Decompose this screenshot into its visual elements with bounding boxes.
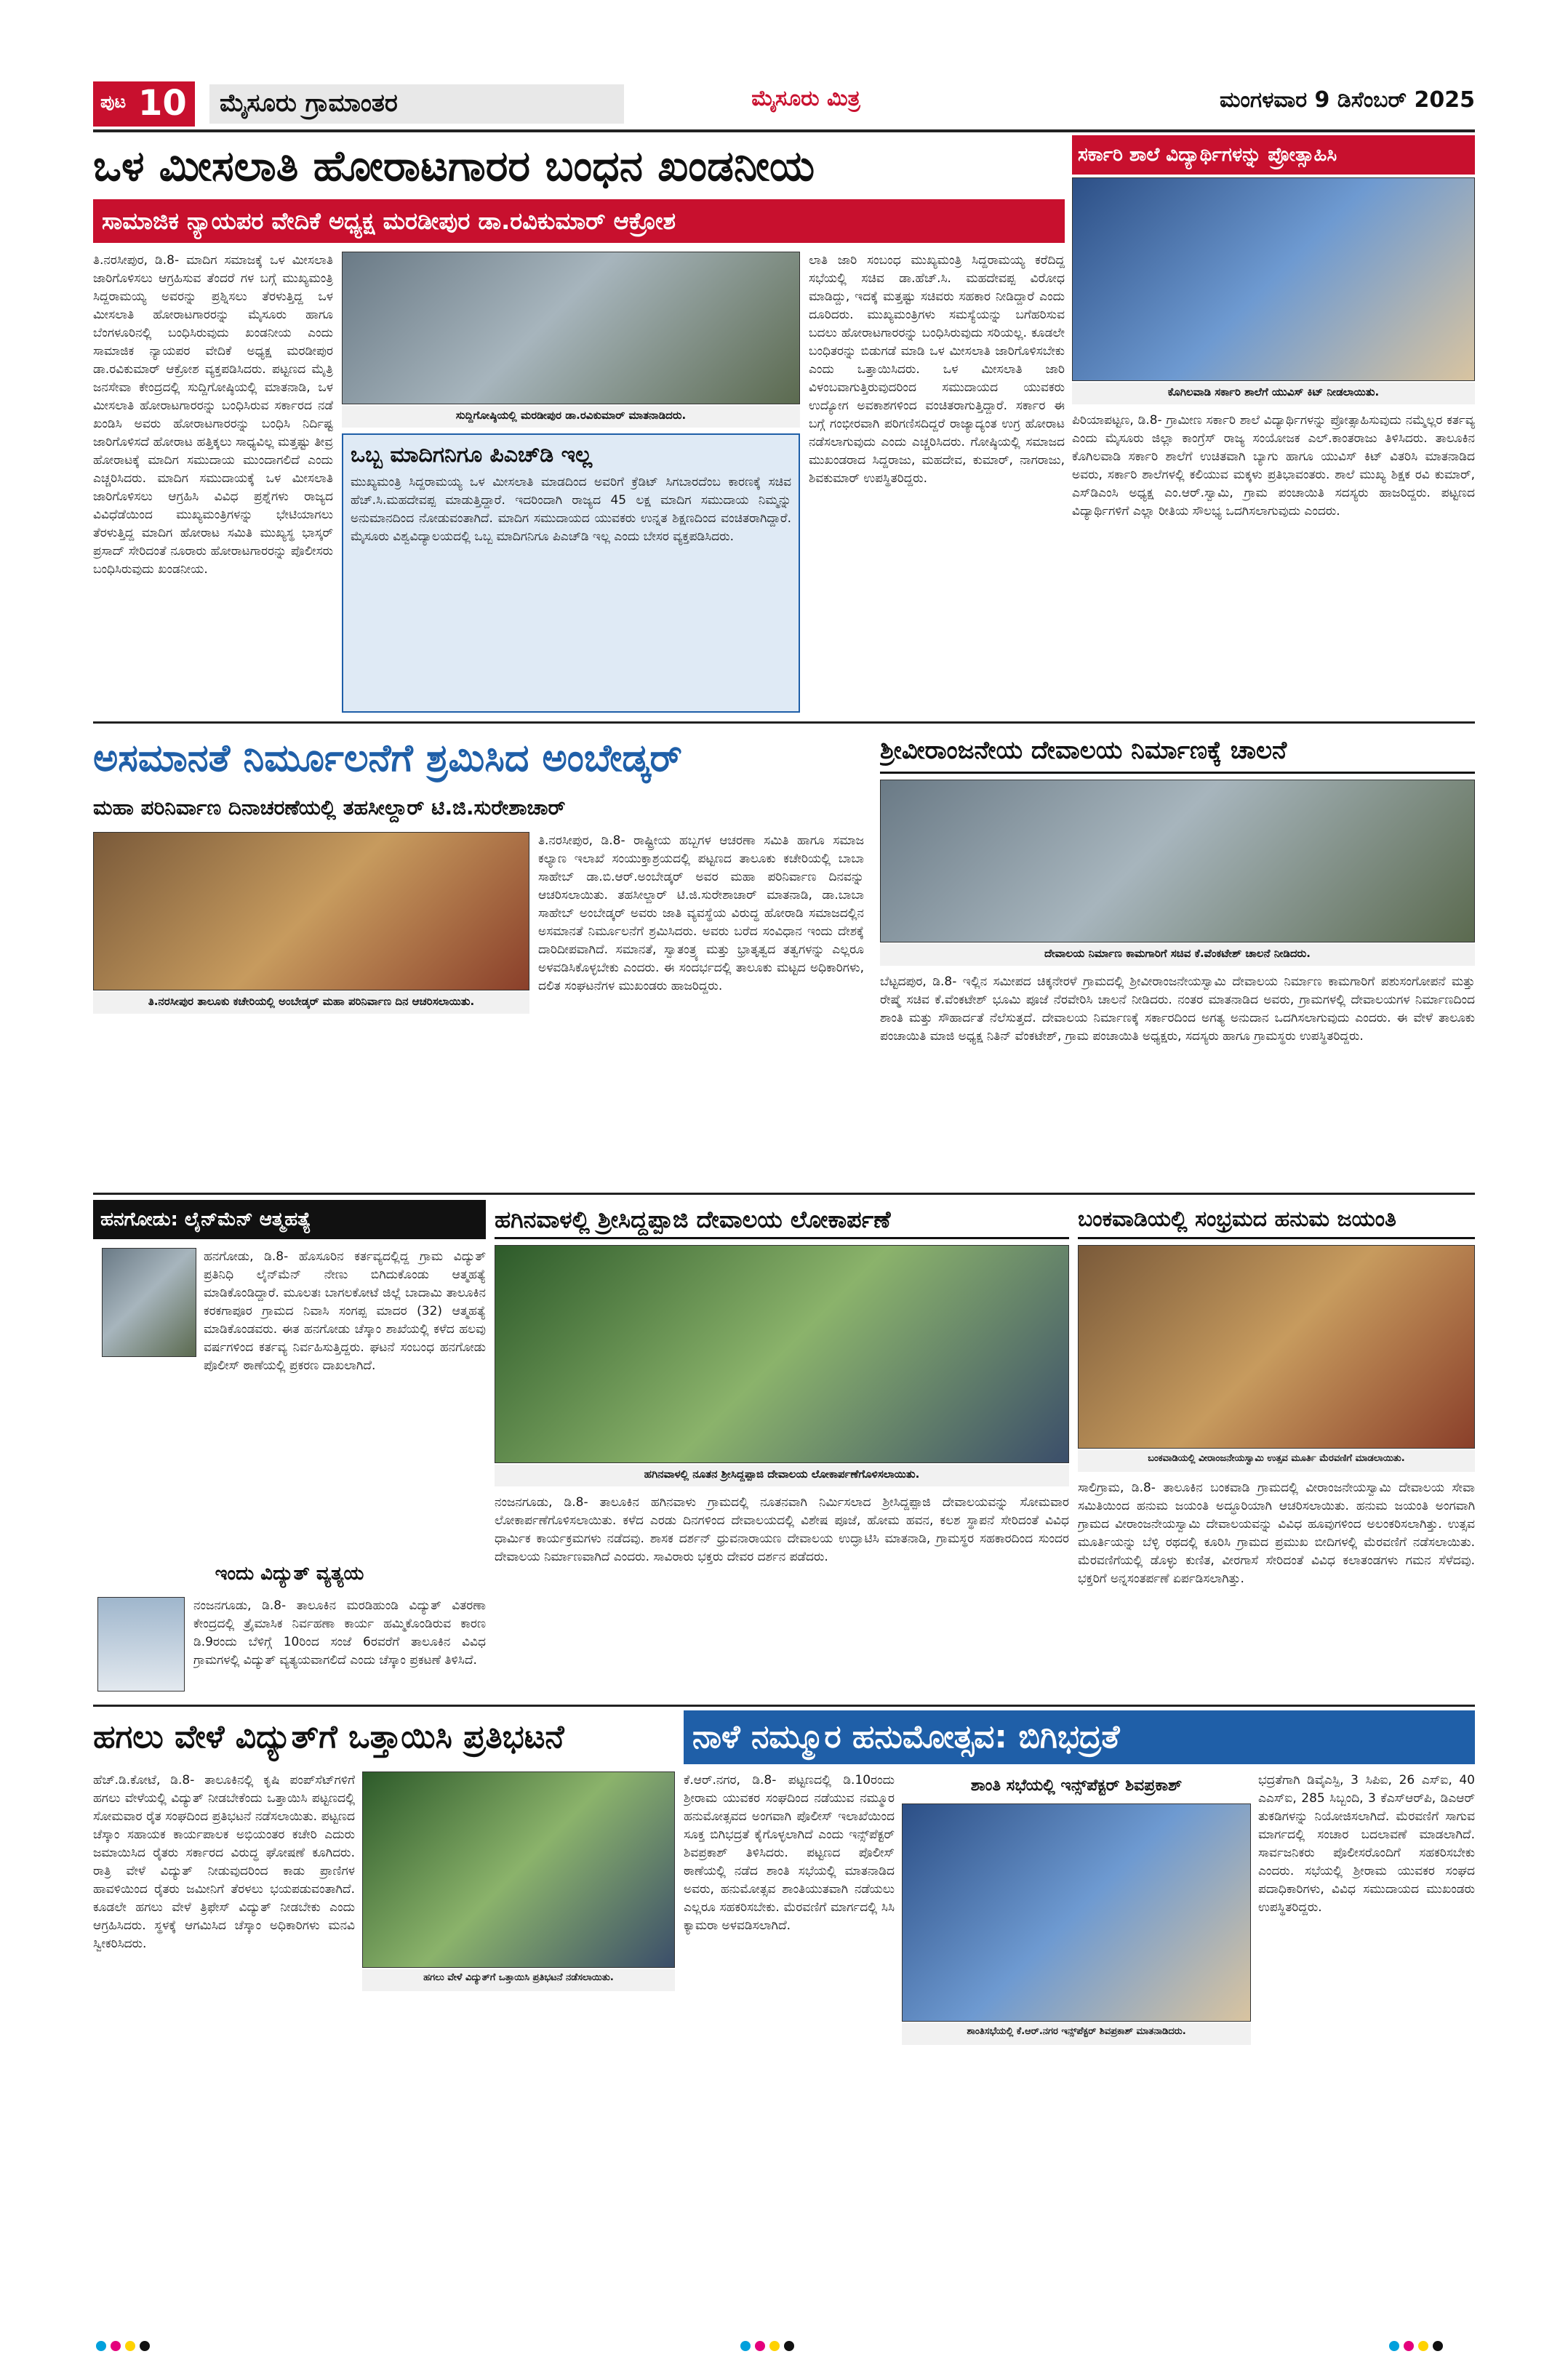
hanumotsava-headline: ನಾಳೆ ನಮ್ಮೂರ ಹನುಮೋತ್ಸವ: ಬಿಗಿಭದ್ರತೆ xyxy=(684,1710,1475,1764)
paper-logo: ಮೈಸೂರು ಮಿತ್ರ xyxy=(751,86,860,111)
farmers-headline: ಹಗಲು ವೇಳೆ ವಿದ್ಯುತ್‌ಗೆ ಒತ್ತಾಯಿಸಿ ಪ್ರತಿಭಟನೆ xyxy=(93,1718,564,1756)
page-number: 10 xyxy=(138,83,187,124)
temple-photo xyxy=(880,780,1475,942)
divider-2 xyxy=(93,1193,1475,1195)
masthead xyxy=(93,81,1475,127)
bankavadi-photo xyxy=(1078,1245,1475,1449)
temple-photo-caption: ದೇವಾಲಯ ನಿರ್ಮಾಣ ಕಾಮಗಾರಿಗೆ ಸಚಿವ ಕೆ.ವೆಂಕಟೇಶ್ ಚಾಲನೆ ನೀಡಿದರು. xyxy=(880,944,1475,966)
masthead-rule xyxy=(93,129,1475,132)
farmers-photo xyxy=(362,1772,675,1968)
siddappaji-photo-caption: ಹಗಿನವಾಳಲ್ಲಿ ನೂತನ ಶ್ರೀಸಿದ್ದಪ್ಪಾಜಿ ದೇವಾಲಯ ಲೋಕಾರ್ಪಣೆಗೊಳಿಸಲಾಯಿತು. xyxy=(495,1465,1069,1486)
lead-photo xyxy=(342,252,800,404)
farmers-photo-caption: ಹಗಲು ವೇಳೆ ವಿದ್ಯುತ್‌ಗೆ ಒತ್ತಾಯಿಸಿ ಪ್ರತಿಭಟನೆ ನಡೆಸಲಾಯಿತು. xyxy=(362,1969,675,1991)
hanumotsava-photo-caption: ಶಾಂತಿಸಭೆಯಲ್ಲಿ ಕೆ.ಆರ್.ನಗರ ಇನ್ಸ್‌ಪೆಕ್ಟರ್ ಶಿವಪ್ರಕಾಶ್ ಮಾತನಾಡಿದರು. xyxy=(902,2023,1251,2045)
school-photo xyxy=(1072,177,1475,381)
lead-box-heading: ಒಬ್ಬ ಮಾದಿಗನಿಗೂ ಪಿಎಚ್‌ಡಿ ಇಲ್ಲ xyxy=(351,442,593,468)
hanumotsava-body-right: ಭದ್ರತೆಗಾಗಿ ಡಿವೈಎಸ್ಪಿ, 3 ಸಿಪಿಐ, 26 ಎಸ್‌ಐ, 40 ಎಎಸ್‌ಐ, 285 ಸಿಬ್ಬಂದಿ, 3 ಕೆಎಸ್‌ಆರ್‌ಪಿ, ಡಿಎಆರ್ ತುಕಡಿಗಳನ್ನು ನಿಯೋಜಿಸಲಾಗಿದೆ. ಮೆರವಣಿಗೆ ಸಾಗುವ ಮಾರ್ಗದಲ್ಲಿ ಸಂಚಾರ ಬದಲಾವಣೆ ಮಾಡಲಾಗಿದೆ. ಸಾರ್ವಜನಿಕರು ಪೊಲೀಸರೊಂದಿಗೆ ಸಹಕರಿಸಬೇಕು ಎಂದರು. ಸಭೆಯಲ್ಲಿ ಶ್ರೀರಾಮ ಯುವಕರ ಸಂಘದ ಪದಾಧಿಕಾರಿಗಳು, ವಿವಿಧ ಸಮುದಾಯದ ಮುಖಂಡರು ಉಪಸ್ಥಿತರಿದ್ದರು. xyxy=(1258,1773,1475,1915)
lead-box-body: ಮುಖ್ಯಮಂತ್ರಿ ಸಿದ್ದರಾಮಯ್ಯ ಒಳ ಮೀಸಲಾತಿ ಮಾಡದಿಂದ ಅವರಿಗೆ ಕ್ರೆಡಿಟ್ ಸಿಗಬಾರದೆಂಬ ಕಾರಣಕ್ಕೆ ಸಚಿವ ಹೆಚ್.ಸಿ.ಮಹದೇವಪ್ಪ ಮಾಡುತ್ತಿದ್ದಾರೆ. ಇದರಿಂದಾಗಿ ರಾಜ್ಯದ 45 ಲಕ್ಷ ಮಾದಿಗ ಸಮುದಾಯ ನಿಮ್ಮನ್ನು ಅನುಮಾನದಿಂದ ನೋಡುವಂತಾಗಿದೆ. ಮಾದಿಗ ಸಮುದಾಯದ ಯುವಕರು ಉನ್ನತ ಶಿಕ್ಷಣದಿಂದ ವಂಚಿತರಾಗಿದ್ದಾರೆ. ಮೈಸೂರು ವಿಶ್ವವಿದ್ಯಾಲಯದಲ್ಲಿ ಒಬ್ಬ ಮಾದಿಗನಿಗೂ ಪಿಎಚ್‌ಡಿ ಇಲ್ಲ ಎಂದು ಬೇಸರ ವ್ಯಕ್ತಪಡಿಸಿದರು. xyxy=(351,475,791,544)
power-cut-photo xyxy=(97,1597,185,1692)
divider-3 xyxy=(93,1705,1475,1707)
lead-photo-caption: ಸುದ್ದಿಗೋಷ್ಠಿಯಲ್ಲಿ ಮರಡೀಪುರ ಡಾ.ರವಿಕುಮಾರ್ ಮಾತನಾಡಿದರು. xyxy=(342,406,800,428)
siddappaji-body: ನಂಜನಗೂಡು, ಡಿ.8- ತಾಲೂಕಿನ ಹಗಿನವಾಳು ಗ್ರಾಮದಲ್ಲಿ ನೂತನವಾಗಿ ನಿರ್ಮಿಸಲಾದ ಶ್ರೀಸಿದ್ದಪ್ಪಾಜಿ ದೇವಾಲಯವನ್ನು ಸೋಮವಾರ ಲೋಕಾರ್ಪಣೆಗೊಳಿಸಲಾಯಿತು. ಕಳೆದ ಎರಡು ದಿನಗಳಿಂದ ದೇವಾಲಯದಲ್ಲಿ ವಿಶೇಷ ಪೂಜೆ, ಹೋಮ ಹವನ, ಕಲಶ ಸ್ಥಾಪನೆ ಸೇರಿದಂತೆ ವಿವಿಧ ಧಾರ್ಮಿಕ ಕಾರ್ಯಕ್ರಮಗಳು ನಡೆದವು. ಶಾಸಕ ದರ್ಶನ್ ಧ್ರುವನಾರಾಯಣ ದೇವಾಲಯ ಉದ್ಘಾಟಿಸಿ ಮಾತನಾಡಿ, ಗ್ರಾಮಸ್ಥರ ಸಹಕಾರದಿಂದ ಸುಂದರ ದೇವಾಲಯ ನಿರ್ಮಾಣವಾಗಿದೆ ಎಂದರು. ಸಾವಿರಾರು ಭಕ್ತರು ದೇವರ ದರ್ಶನ ಪಡೆದರು. xyxy=(495,1495,1069,1564)
hanagodu-headline: ಹನಗೋಡು: ಲೈನ್‌ಮೆನ್ ಆತ್ಮಹತ್ಯೆ xyxy=(93,1200,486,1239)
page-label: ಪುಟ xyxy=(100,92,127,112)
school-body: ಪಿರಿಯಾಪಟ್ಟಣ, ಡಿ.8- ಗ್ರಾಮೀಣ ಸರ್ಕಾರಿ ಶಾಲೆ ವಿದ್ಯಾರ್ಥಿಗಳನ್ನು ಪ್ರೋತ್ಸಾಹಿಸುವುದು ನಮ್ಮೆಲ್ಲರ ಕರ್ತವ್ಯ ಎಂದು ಮೈಸೂರು ಜಿಲ್ಲಾ ಕಾಂಗ್ರೆಸ್ ರಾಜ್ಯ ಸಂಯೋಜಕ ಎಲ್.ಕಾಂತರಾಜು ತಿಳಿಸಿದರು. ತಾಲೂಕಿನ ಕೊಗಿಲವಾಡಿ ಸರ್ಕಾರಿ ಶಾಲೆಗೆ ಉಚಿತವಾಗಿ ಬ್ಯಾಗು ಹಾಗೂ ಯುವಿಸ್ ಕಿಟ್ ವಿತರಿಸಿ ಮಾತನಾಡಿದ ಅವರು, ಸರ್ಕಾರಿ ಶಾಲೆಗಳಲ್ಲಿ ಕಲಿಯುವ ಮಕ್ಕಳು ಪ್ರತಿಭಾವಂತರು. ಶಾಲೆ ಮುಖ್ಯ ಶಿಕ್ಷಕ ರವಿ ಕುಮಾರ್, ಎಸ್‌ಡಿಎಂಸಿ ಅಧ್ಯಕ್ಷ ಎಂ.ಆರ್.ಸ್ವಾಮಿ, ಗ್ರಾಮ ಪಂಚಾಯಿತಿ ಸದಸ್ಯರು ಹಾಜರಿದ್ದರು. ಪಟ್ಟಣದ ವಿದ್ಯಾರ್ಥಿಗಳಿಗೆ ಎಲ್ಲಾ ರೀತಿಯ ಸೌಲಭ್ಯ ಒದಗಿಸಲಾಗುವುದು ಎಂದರು. xyxy=(1072,413,1475,519)
temple-headline: ಶ್ರೀವೀರಾಂಜನೇಯ ದೇವಾಲಯ ನಿರ್ಮಾಣಕ್ಕೆ ಚಾಲನೆ xyxy=(880,727,1475,774)
divider-1 xyxy=(93,721,1475,724)
registration-marks-left xyxy=(96,2340,176,2355)
lead-body-right: ಲಾತಿ ಜಾರಿ ಸಂಬಂಧ ಮುಖ್ಯಮಂತ್ರಿ ಸಿದ್ದರಾಮಯ್ಯ ಕರೆದಿದ್ದ ಸಭೆಯಲ್ಲಿ ಸಚಿವ ಡಾ.ಹೆಚ್.ಸಿ. ಮಹದೇವಪ್ಪ ವಿರೋಧ ಮಾಡಿದ್ದು, ಇದಕ್ಕೆ ಮತ್ತಷ್ಟು ಸಚಿವರು ಸಹಕಾರ ನೀಡಿದ್ದಾರೆ ಎಂದು ದೂರಿದರು. ಮುಖ್ಯಮಂತ್ರಿಗಳು ಸಮಸ್ಯೆಯನ್ನು ಬಗೆಹರಿಸುವ ಬದಲು ಹೋರಾಟಗಾರರನ್ನು ಬಂಧಿಸಿರುವುದು ಸರಿಯಲ್ಲ. ಕೂಡಲೇ ಬಂಧಿತರನ್ನು ಬಿಡುಗಡೆ ಮಾಡಿ ಒಳ ಮೀಸಲಾತಿ ಜಾರಿಗೊಳಿಸಬೇಕು ಎಂದು ಒತ್ತಾಯಿಸಿದರು. ಒಳ ಮೀಸಲಾತಿ ಜಾರಿ ವಿಳಂಬವಾಗುತ್ತಿರುವುದರಿಂದ ಸಮುದಾಯದ ಯುವಕರು ಉದ್ಯೋಗ ಅವಕಾಶಗಳಿಂದ ವಂಚಿತರಾಗುತ್ತಿದ್ದಾರೆ. ಸರ್ಕಾರ ಈ ಬಗ್ಗೆ ಗಂಭೀರವಾಗಿ ಪರಿಗಣಿಸದಿದ್ದರೆ ರಾಜ್ಯಾದ್ಯಂತ ಉಗ್ರ ಹೋರಾಟ ನಡೆಸಲಾಗುವುದು ಎಂದು ಎಚ್ಚರಿಸಿದರು. ಗೋಷ್ಠಿಯಲ್ಲಿ ಸಮಾಜದ ಮುಖಂಡರಾದ ಸಿದ್ದರಾಜು, ಮಹದೇವ, ಕುಮಾರ್, ನಾಗರಾಜು, ಶಿವಕುಮಾರ್ ಉಪಸ್ಥಿತರಿದ್ದರು. xyxy=(809,253,1065,486)
bankavadi-photo-caption: ಬಂಕವಾಡಿಯಲ್ಲಿ ವೀರಾಂಜನೇಯಸ್ವಾಮಿ ಉತ್ಸವ ಮೂರ್ತಿ ಮೆರವಣಿಗೆ ಮಾಡಲಾಯಿತು. xyxy=(1078,1450,1475,1472)
issue-date: ಮಂಗಳವಾರ 9 ಡಿಸೆಂಬರ್ 2025 xyxy=(1220,87,1475,113)
lead-headline: ಒಳ ಮೀಸಲಾತಿ ಹೋರಾಟಗಾರರ ಬಂಧನ ಖಂಡನೀಯ xyxy=(93,141,815,191)
hanagodu-body: ಹನಗೋಡು, ಡಿ.8- ಹೊಸೂರಿನ ಕರ್ತವ್ಯದಲ್ಲಿದ್ದ ಗ್ರಾಮ ವಿದ್ಯುತ್ ಪ್ರತಿನಿಧಿ ಲೈನ್‌ಮೆನ್ ನೇಣು ಬಿಗಿದುಕೊಂಡು ಆತ್ಮಹತ್ಯೆ ಮಾಡಿಕೊಂಡಿದ್ದಾರೆ. ಮೂಲತಃ ಬಾಗಲಕೋಟೆ ಜಿಲ್ಲೆ ಬಾದಾಮಿ ತಾಲೂಕಿನ ಕರಕಗಾಪೂರ ಗ್ರಾಮದ ನಿವಾಸಿ ಸಂಗಪ್ಪ ಮಾದರ (32) ಆತ್ಮಹತ್ಯೆ ಮಾಡಿಕೊಂಡವರು. ಈತ ಹನಗೋಡು ಚೆಸ್ಕಾಂ ಶಾಖೆಯಲ್ಲಿ ಕಳೆದ ಹಲವು ವರ್ಷಗಳಿಂದ ಕರ್ತವ್ಯ ನಿರ್ವಹಿಸುತ್ತಿದ್ದರು. ಘಟನೆ ಸಂಬಂಧ ಹನಗೋಡು ಪೊಲೀಸ್ ಠಾಣೆಯಲ್ಲಿ ಪ್ರಕರಣ ದಾಖಲಾಗಿದೆ. xyxy=(204,1249,486,1373)
bankavadi-headline: ಬಂಕವಾಡಿಯಲ್ಲಿ ಸಂಭ್ರಮದ ಹನುಮ ಜಯಂತಿ xyxy=(1078,1200,1475,1239)
school-photo-caption: ಕೊಗಿಲವಾಡಿ ಸರ್ಕಾರಿ ಶಾಲೆಗೆ ಯುವಿಸ್ ಕಿಟ್ ನೀಡಲಾಯಿತು. xyxy=(1072,383,1475,404)
farmers-body: ಹೆಚ್.ಡಿ.ಕೋಟೆ, ಡಿ.8- ತಾಲೂಕಿನಲ್ಲಿ ಕೃಷಿ ಪಂಪ್‌ಸೆಟ್‌ಗಳಿಗೆ ಹಗಲು ವೇಳೆಯಲ್ಲಿ ವಿದ್ಯುತ್ ನೀಡಬೇಕೆಂದು ಒತ್ತಾಯಿಸಿ ಪಟ್ಟಣದಲ್ಲಿ ಸೋಮವಾರ ರೈತ ಸಂಘದಿಂದ ಪ್ರತಿಭಟನೆ ನಡೆಸಲಾಯಿತು. ಪಟ್ಟಣದ ಚೆಸ್ಕಾಂ ಸಹಾಯಕ ಕಾರ್ಯಪಾಲಕ ಅಭಿಯಂತರ ಕಚೇರಿ ಎದುರು ಜಮಾಯಿಸಿದ ರೈತರು ಸರ್ಕಾರದ ವಿರುದ್ಧ ಘೋಷಣೆ ಕೂಗಿದರು. ರಾತ್ರಿ ವೇಳೆ ವಿದ್ಯುತ್ ನೀಡುವುದರಿಂದ ಕಾಡು ಪ್ರಾಣಿಗಳ ಹಾವಳಿಯಿಂದ ರೈತರು ಜಮೀನಿಗೆ ತೆರಳಲು ಭಯಪಡುವಂತಾಗಿದೆ. ಕೂಡಲೇ ಹಗಲು ವೇಳೆ ತ್ರಿಫೇಸ್ ವಿದ್ಯುತ್ ನೀಡಬೇಕು ಎಂದು ಆಗ್ರಹಿಸಿದರು. ಸ್ಥಳಕ್ಕೆ ಆಗಮಿಸಿದ ಚೆಸ್ಕಾಂ ಅಧಿಕಾರಿಗಳು ಮನವಿ ಸ್ವೀಕರಿಸಿದರು. xyxy=(93,1773,355,1951)
temple-body: ಬೆಟ್ಟದಪುರ, ಡಿ.8- ಇಲ್ಲಿನ ಸಮೀಪದ ಚಿಕ್ಕನೇರಳೆ ಗ್ರಾಮದಲ್ಲಿ ಶ್ರೀವೀರಾಂಜನೇಯಸ್ವಾಮಿ ದೇವಾಲಯ ನಿರ್ಮಾಣ ಕಾಮಗಾರಿಗೆ ಪಶುಸಂಗೋಪನೆ ಮತ್ತು ರೇಷ್ಮೆ ಸಚಿವ ಕೆ.ವೆಂಕಟೇಶ್ ಭೂಮಿ ಪೂಜೆ ನೆರವೇರಿಸಿ ಚಾಲನೆ ನೀಡಿದರು. ನಂತರ ಮಾತನಾಡಿದ ಅವರು, ಗ್ರಾಮಗಳಲ್ಲಿ ದೇವಾಲಯಗಳ ನಿರ್ಮಾಣದಿಂದ ಶಾಂತಿ ಮತ್ತು ಸೌಹಾರ್ದತೆ ನೆಲೆಸುತ್ತದೆ. ದೇವಾಲಯ ನಿರ್ಮಾಣಕ್ಕೆ ಸರ್ಕಾರದಿಂದ ಅಗತ್ಯ ಅನುದಾನ ಒದಗಿಸಲಾಗುವುದು ಎಂದರು. ಈ ವೇಳೆ ತಾಲೂಕು ಪಂಚಾಯಿತಿ ಮಾಜಿ ಅಧ್ಯಕ್ಷ ನಿತಿನ್ ವೆಂಕಟೇಶ್, ಗ್ರಾಮ ಪಂಚಾಯಿತಿ ಅಧ್ಯಕ್ಷರು, ಸದಸ್ಯರು ಹಾಗೂ ಗ್ರಾಮಸ್ಥರು ಉಪಸ್ಥಿತರಿದ್ದರು. xyxy=(880,974,1475,1044)
ambedkar-body: ತಿ.ನರಸೀಪುರ, ಡಿ.8- ರಾಷ್ಟ್ರೀಯ ಹಬ್ಬಗಳ ಆಚರಣಾ ಸಮಿತಿ ಹಾಗೂ ಸಮಾಜ ಕಲ್ಯಾಣ ಇಲಾಖೆ ಸಂಯುಕ್ತಾಶ್ರಯದಲ್ಲಿ ಪಟ್ಟಣದ ತಾಲೂಕು ಕಚೇರಿಯಲ್ಲಿ ಬಾಬಾ ಸಾಹೇಬ್ ಡಾ.ಬಿ.ಆರ್.ಅಂಬೇಡ್ಕರ್ ಅವರ ಮಹಾ ಪರಿನಿರ್ವಾಣ ದಿನವನ್ನು ಆಚರಿಸಲಾಯಿತು. ತಹಸೀಲ್ದಾರ್ ಟಿ.ಜಿ.ಸುರೇಶಾಚಾರ್ ಮಾತನಾಡಿ, ಡಾ.ಬಾಬಾ ಸಾಹೇಬ್ ಅಂಬೇಡ್ಕರ್ ಅವರು ಜಾತಿ ವ್ಯವಸ್ಥೆಯ ವಿರುದ್ಧ ಹೋರಾಡಿ ಸಮಾಜದಲ್ಲಿನ ಅಸಮಾನತೆ ನಿರ್ಮೂಲನೆಗೆ ಶ್ರಮಿಸಿದರು. ಅವರು ಬರೆದ ಸಂವಿಧಾನ ಇಂದು ದೇಶಕ್ಕೆ ದಾರಿದೀಪವಾಗಿದೆ. ಸಮಾನತೆ, ಸ್ವಾತಂತ್ರ್ಯ ಮತ್ತು ಭ್ರಾತೃತ್ವದ ತತ್ವಗಳನ್ನು ಎಲ್ಲರೂ ಅಳವಡಿಸಿಕೊಳ್ಳಬೇಕು ಎಂದರು. ಈ ಸಂದರ್ಭದಲ್ಲಿ ತಾಲೂಕು ಮಟ್ಟದ ಅಧಿಕಾರಿಗಳು, ದಲಿತ ಸಂಘಟನೆಗಳ ಮುಖಂಡರು ಹಾಜರಿದ್ದರು. xyxy=(538,833,864,993)
registration-marks-right xyxy=(1389,2340,1469,2355)
page-number-badge xyxy=(93,81,195,127)
ambedkar-photo xyxy=(93,832,529,990)
power-cut-body: ನಂಜನಗೂಡು, ಡಿ.8- ತಾಲೂಕಿನ ಮರಡಿಹುಂಡಿ ವಿದ್ಯುತ್ ವಿತರಣಾ ಕೇಂದ್ರದಲ್ಲಿ ತ್ರೈಮಾಸಿಕ ನಿರ್ವಹಣಾ ಕಾರ್ಯ ಹಮ್ಮಿಕೊಂಡಿರುವ ಕಾರಣ ಡಿ.9ರಂದು ಬೆಳಿಗ್ಗೆ 10ರಿಂದ ಸಂಜೆ 6ರವರೆಗೆ ತಾಲೂಕಿನ ವಿವಿಧ ಗ್ರಾಮಗಳಲ್ಲಿ ವಿದ್ಯುತ್ ವ್ಯತ್ಯಯವಾಗಲಿದೆ ಎಂದು ಚೆಸ್ಕಾಂ ಪ್ರಕಟಣೆ ತಿಳಿಸಿದೆ. xyxy=(193,1598,486,1668)
hanumotsava-body-left: ಕೆ.ಆರ್.ನಗರ, ಡಿ.8- ಪಟ್ಟಣದಲ್ಲಿ ಡಿ.10ರಂದು ಶ್ರೀರಾಮ ಯುವಕರ ಸಂಘದಿಂದ ನಡೆಯುವ ನಮ್ಮೂರ ಹನುಮೋತ್ಸವದ ಅಂಗವಾಗಿ ಪೊಲೀಸ್ ಇಲಾಖೆಯಿಂದ ಸೂಕ್ತ ಬಿಗಿಭದ್ರತೆ ಕೈಗೊಳ್ಳಲಾಗಿದೆ ಎಂದು ಇನ್ಸ್‌ಪೆಕ್ಟರ್ ಶಿವಪ್ರಕಾಶ್ ತಿಳಿಸಿದರು. ಪಟ್ಟಣದ ಪೊಲೀಸ್ ಠಾಣೆಯಲ್ಲಿ ನಡೆದ ಶಾಂತಿ ಸಭೆಯಲ್ಲಿ ಮಾತನಾಡಿದ ಅವರು, ಹನುಮೋತ್ಸವ ಶಾಂತಿಯುತವಾಗಿ ನಡೆಯಲು ಎಲ್ಲರೂ ಸಹಕರಿಸಬೇಕು. ಮೆರವಣಿಗೆ ಮಾರ್ಗದಲ್ಲಿ ಸಿಸಿ ಕ್ಯಾಮರಾ ಅಳವಡಿಸಲಾಗಿದೆ. xyxy=(684,1773,895,1933)
siddappaji-photo xyxy=(495,1245,1069,1463)
power-cut-headline: ಇಂದು ವಿದ್ಯುತ್ ವ್ಯತ್ಯಯ xyxy=(215,1563,364,1585)
lead-subheadline: ಸಾಮಾಜಿಕ ನ್ಯಾಯಪರ ವೇದಿಕೆ ಅಧ್ಯಕ್ಷ ಮರಡೀಪುರ ಡಾ.ರವಿಕುಮಾರ್ ಆಕ್ರೋಶ xyxy=(93,199,1065,243)
hanagodu-photo xyxy=(102,1248,196,1357)
hanumotsava-subheadline: ಶಾಂತಿ ಸಭೆಯಲ್ಲಿ ಇನ್ಸ್‌ಪೆಕ್ಟರ್ ಶಿವಪ್ರಕಾಶ್ xyxy=(970,1777,1183,1795)
section-title: ಮೈಸೂರು ಗ್ರಾಮಾಂತರ xyxy=(209,84,624,124)
school-headline: ಸರ್ಕಾರಿ ಶಾಲೆ ವಿದ್ಯಾರ್ಥಿಗಳನ್ನು ಪ್ರೋತ್ಸಾಹಿಸಿ xyxy=(1072,135,1475,175)
registration-marks-center xyxy=(740,2340,820,2355)
bankavadi-body: ಸಾಲಿಗ್ರಾಮ, ಡಿ.8- ತಾಲೂಕಿನ ಬಂಕವಾಡಿ ಗ್ರಾಮದಲ್ಲಿ ವೀರಾಂಜನೇಯಸ್ವಾಮಿ ದೇವಾಲಯ ಸೇವಾ ಸಮಿತಿಯಿಂದ ಹನುಮ ಜಯಂತಿ ಅದ್ಧೂರಿಯಾಗಿ ಆಚರಿಸಲಾಯಿತು. ಹನುಮ ಜಯಂತಿ ಅಂಗವಾಗಿ ಗ್ರಾಮದ ವೀರಾಂಜನೇಯಸ್ವಾಮಿ ದೇವಾಲಯವನ್ನು ವಿವಿಧ ಹೂವುಗಳಿಂದ ಅಲಂಕರಿಸಲಾಗಿತ್ತು. ಉತ್ಸವ ಮೂರ್ತಿಯನ್ನು ಬೆಳ್ಳಿ ರಥದಲ್ಲಿ ಕೂರಿಸಿ ಗ್ರಾಮದ ಪ್ರಮುಖ ಬೀದಿಗಳಲ್ಲಿ ಮೆರವಣಿಗೆ ನಡೆಸಲಾಯಿತು. ಮೆರವಣಿಗೆಯಲ್ಲಿ ಡೊಳ್ಳು ಕುಣಿತ, ವೀರಗಾಸೆ ಸೇರಿದಂತೆ ವಿವಿಧ ಕಲಾತಂಡಗಳು ಗಮನ ಸೆಳೆದವು. ಭಕ್ತರಿಗೆ ಅನ್ನಸಂತರ್ಪಣೆ ಏರ್ಪಡಿಸಲಾಗಿತ್ತು. xyxy=(1078,1481,1475,1586)
lead-box xyxy=(342,433,800,713)
ambedkar-headline: ಅಸಮಾನತೆ ನಿರ್ಮೂಲನೆಗೆ ಶ್ರಮಿಸಿದ ಅಂಬೇಡ್ಕರ್ xyxy=(93,737,682,780)
ambedkar-subheadline: ಮಹಾ ಪರಿನಿರ್ವಾಣ ದಿನಾಚರಣೆಯಲ್ಲಿ ತಹಸೀಲ್ದಾರ್ ಟಿ.ಜಿ.ಸುರೇಶಾಚಾರ್ xyxy=(93,796,566,820)
siddappaji-headline: ಹಗಿನವಾಳಲ್ಲಿ ಶ್ರೀಸಿದ್ದಪ್ಪಾಜಿ ದೇವಾಲಯ ಲೋಕಾರ್ಪಣೆ xyxy=(495,1200,1069,1239)
lead-body-left: ತಿ.ನರಸೀಪುರ, ಡಿ.8- ಮಾದಿಗ ಸಮಾಜಕ್ಕೆ ಒಳ ಮೀಸಲಾತಿ ಜಾರಿಗೊಳಿಸಲು ಆಗ್ರಹಿಸುವ ತೆಂದರೆ ಗಳ ಬಗ್ಗೆ ಮುಖ್ಯಮಂತ್ರಿ ಸಿದ್ದರಾಮಯ್ಯ ಅವರನ್ನು ಪ್ರಶ್ನಿಸಲು ತೆರಳುತ್ತಿದ್ದ ಒಳ ಮೀಸಲಾತಿ ಹೋರಾಟಗಾರರನ್ನು ಮೈಸೂರು ಹಾಗೂ ಬೆಂಗಳೂರಿನಲ್ಲಿ ಬಂಧಿಸಿರುವುದು ಖಂಡನೀಯ ಎಂದು ಸಾಮಾಜಿಕ ನ್ಯಾಯಪರ ವೇದಿಕೆ ಅಧ್ಯಕ್ಷ ಮರಡೀಪುರ ಡಾ.ರವಿಕುಮಾರ್ ಆಕ್ರೋಶ ವ್ಯಕ್ತಪಡಿಸಿದರು. ಪಟ್ಟಣದ ಮೈತ್ರಿ ಜನಸೇವಾ ಕೇಂದ್ರದಲ್ಲಿ ಸುದ್ದಿಗೋಷ್ಠಿಯಲ್ಲಿ ಮಾತನಾಡಿ, ಒಳ ಮೀಸಲಾತಿ ಹೋರಾಟಗಾರರನ್ನು ಬಂಧಿಸಿರುವ ಸರ್ಕಾರದ ನಡೆ ಖಂಡಿಸಿ ಅವರು ಹೋರಾಟಗಾರರನ್ನು ಬಂಧಿಸಿ ನಿರ್ದಿಷ್ಟ ಜಾರಿಗೊಳಿಸದೆ ಹೋರಾಟ ಹತ್ತಿಕ್ಕಲು ಸಾಧ್ಯವಿಲ್ಲ ಮತ್ತಷ್ಟು ತೀವ್ರ ಹೋರಾಟಕ್ಕೆ ಮಾದಿಗ ಸಮುದಾಯ ಮುಂದಾಗಲಿದೆ ಎಂದು ಎಚ್ಚರಿಸಿದರು. ಮಾದಿಗ ಸಮುದಾಯಕ್ಕೆ ಒಳ ಮೀಸಲಾತಿ ಜಾರಿಗೊಳಿಸಲು ಆಗ್ರಹಿಸಿ ವಿವಿಧ ಪ್ರಶ್ನೆಗಳು ರಾಜ್ಯದ ವಿವಿಧೆಡೆಯಿಂದ ಮುಖ್ಯಮಂತ್ರಿಗಳನ್ನು ಭೇಟಿಯಾಗಲು ತೆರಳುತ್ತಿದ್ದ ಮಾದಿಗ ಹೋರಾಟ ಸಮಿತಿ ಮುಖ್ಯಸ್ಥ ಭಾಸ್ಕರ್ ಪ್ರಸಾದ್ ಸೇರಿದಂತೆ ನೂರಾರು ಹೋರಾಟಗಾರರನ್ನು ಪೊಲೀಸರು ಬಂಧಿಸಿರುವುದು ಖಂಡನೀಯ. xyxy=(93,253,333,577)
ambedkar-photo-caption: ತಿ.ನರಸೀಪುರ ತಾಲೂಕು ಕಚೇರಿಯಲ್ಲಿ ಅಂಬೇಡ್ಕರ್ ಮಹಾ ಪರಿನಿರ್ವಾಣ ದಿನ ಆಚರಿಸಲಾಯಿತು. xyxy=(93,992,529,1014)
hanumotsava-photo xyxy=(902,1803,1251,2022)
